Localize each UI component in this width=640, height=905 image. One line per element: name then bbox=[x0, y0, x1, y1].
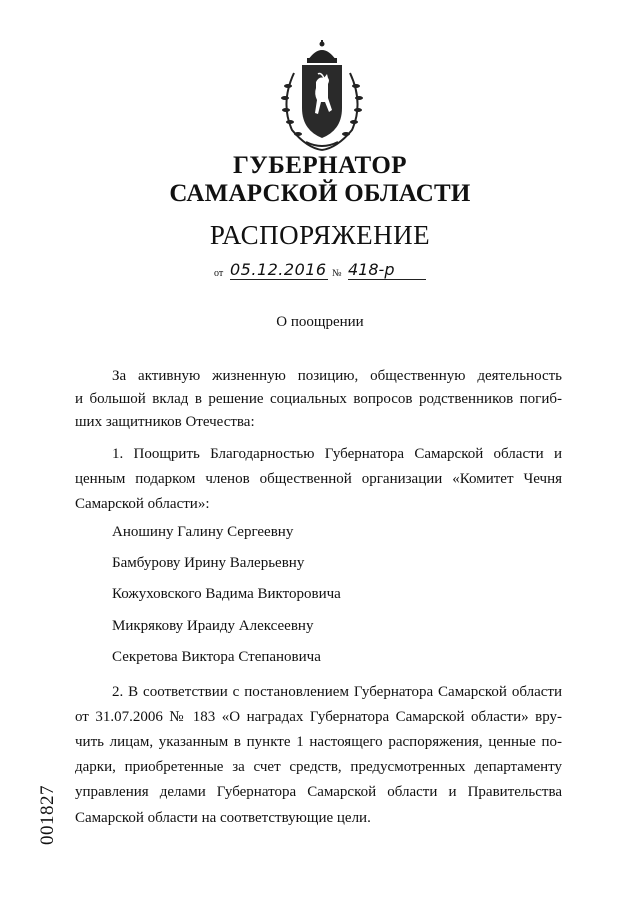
point2-line: чить лицам, указанным в пункте 1 настоящего распоряжения, ценные по- bbox=[75, 734, 562, 750]
awardee-name: Бамбурову Ирину Валерьевну bbox=[112, 555, 305, 571]
serial-number-stamp bbox=[28, 775, 68, 855]
preamble-line: За активную жизненную позицию, общественную деятельность bbox=[112, 368, 562, 384]
date-prefix-label: от bbox=[214, 268, 224, 279]
preamble-line: ших защитников Отечества: bbox=[75, 414, 255, 430]
point2-line: дарки, приобретенные за счет средств, предусмотренных департаменту bbox=[75, 759, 562, 775]
document-subject: О поощрении bbox=[276, 314, 364, 330]
point2-line: управления делами Губернатора Самарской области и Правительства bbox=[75, 784, 562, 800]
point2-line: 2. В соответствии с постановлением Губернатора Самарской области bbox=[112, 684, 562, 700]
number-underline bbox=[348, 279, 426, 280]
awardee-name: Микрякову Ираиду Алексеевну bbox=[112, 618, 314, 634]
number-sign-label: № bbox=[332, 268, 342, 279]
document-type-title: РАСПОРЯЖЕНИЕ bbox=[209, 220, 431, 250]
awardee-name: Секретова Виктора Степановича bbox=[112, 649, 321, 665]
point2-line: Самарской области на соответствующие цели. bbox=[75, 810, 371, 826]
handwritten-number: 418-р bbox=[348, 260, 395, 279]
handwritten-date: 05.12.2016 bbox=[230, 260, 327, 279]
date-underline bbox=[230, 279, 328, 280]
point1-line: Самарской области»: bbox=[75, 496, 210, 512]
point1-line: 1. Поощрить Благодарностью Губернатора Самарской области и bbox=[112, 446, 562, 462]
awardee-name: Аношину Галину Сергеевну bbox=[112, 524, 294, 540]
header-title-region: САМАРСКОЙ ОБЛАСТИ bbox=[169, 180, 471, 207]
date-number-line bbox=[214, 260, 434, 284]
coat-of-arms-emblem bbox=[272, 38, 372, 154]
awardee-name: Кожуховского Вадима Викторовича bbox=[112, 586, 341, 602]
serial-number-text: 001827 bbox=[37, 785, 58, 845]
point2-line: от 31.07.2006 № 183 «О наградах Губернатора Самарской области» вру- bbox=[75, 709, 562, 725]
preamble-line: и большой вклад в решение социальных вопросов родственников погиб- bbox=[75, 391, 562, 407]
point1-line: ценным подарком членов общественной организации «Комитет Чечня bbox=[75, 471, 562, 487]
header-title-governor: ГУБЕРНАТОР bbox=[232, 152, 408, 179]
